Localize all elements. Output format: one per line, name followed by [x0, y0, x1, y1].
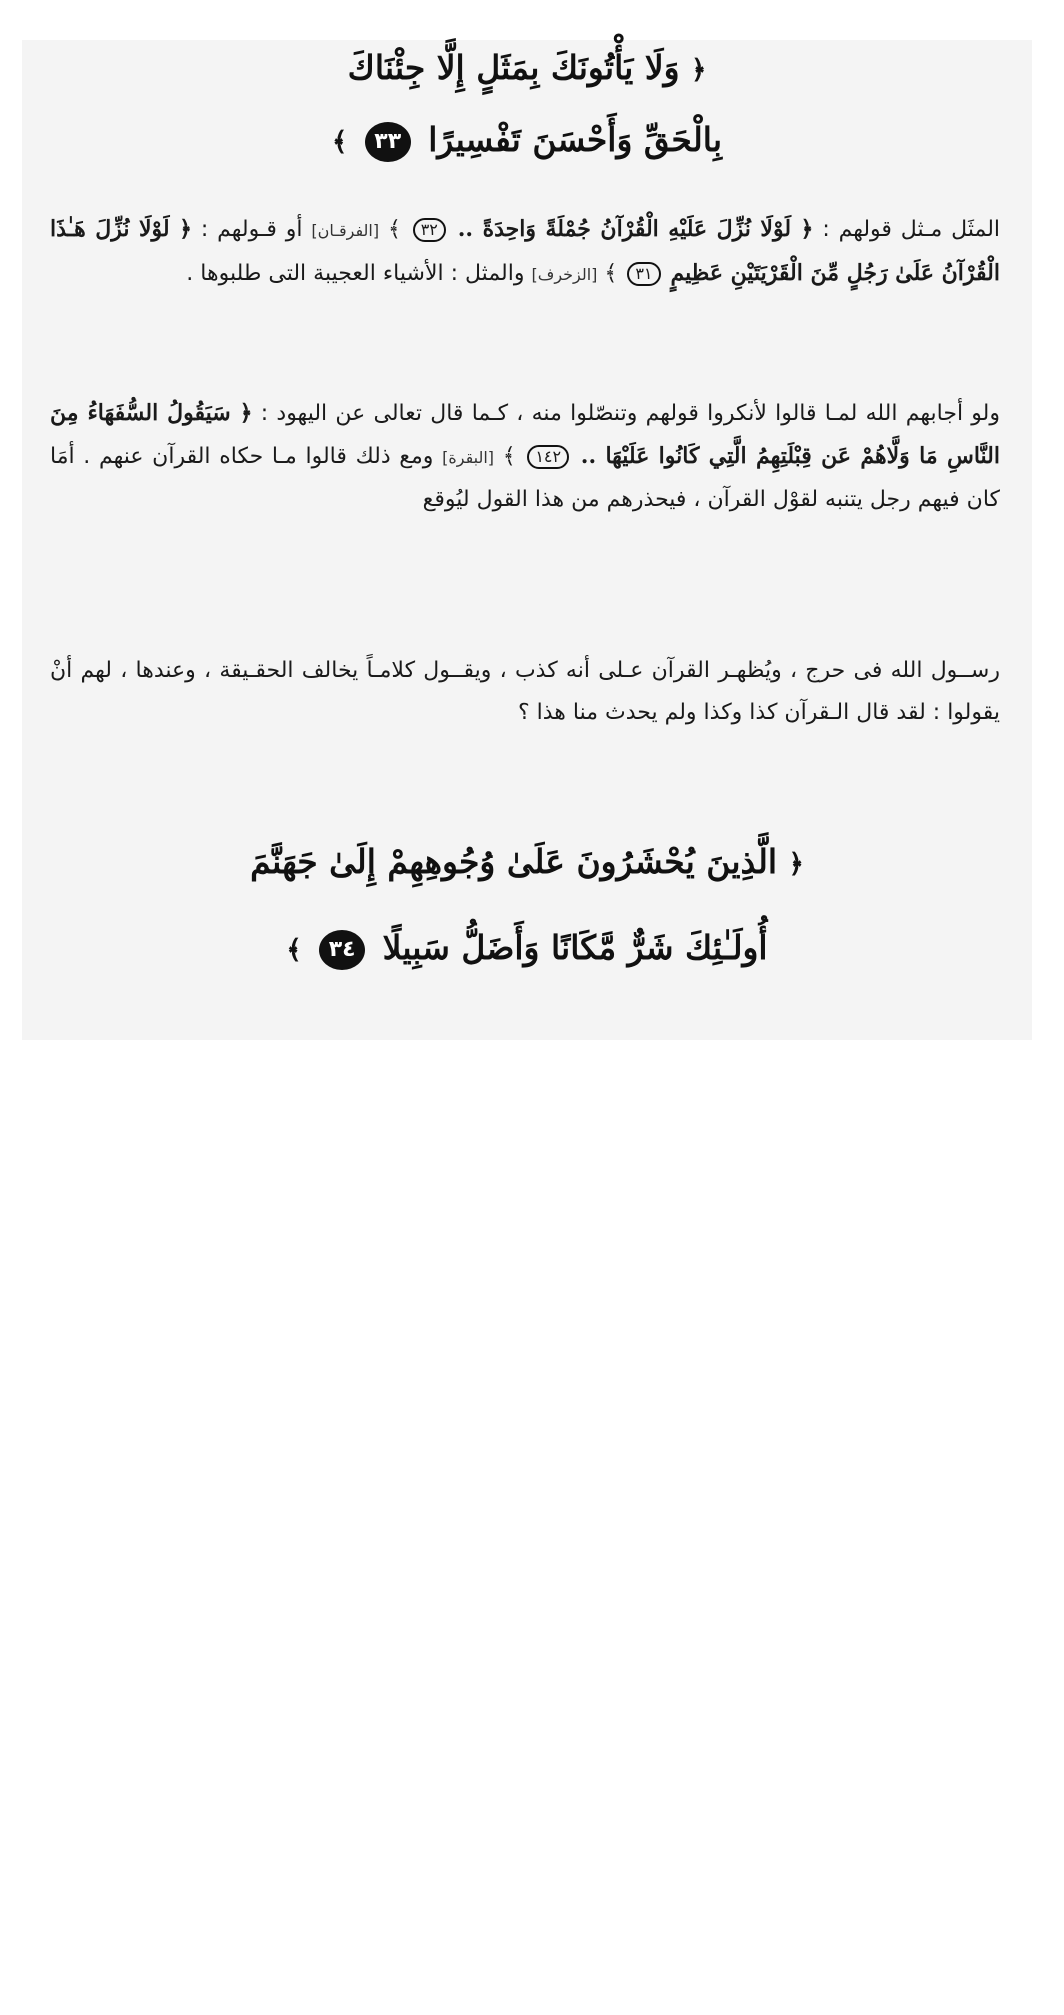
paragraph-2: ولو أجابهم الله لمـا قالوا لأنكروا قولهم وتنصّلوا منه ، كـما قال تعالى عن اليهود : ﴿ سَيَقُولُ السُّفَهَاءُ مِنَ النَّاسِ مَا وَلَّاهُمْ عَن قِبْلَتِهِمُ الَّتِي كَانُوا عَلَيْهَا .. ١٤٢ ﴾ [البقرة] ومع ذلك قالوا مـا حكاه القرآن عنهم . أمَا كان فيهم رجل يتنبه لقوْل القرآن ، فيحذرهم من هذا القول ليُوقع — [50, 400, 1000, 512]
p3-text: رســول الله فى حرج ، ويُظهـر القرآن عـلى أنه كذب ، ويقــول كلامـاً يخالف الحقـيقة ، وعندها ، لهم أنْ يقولوا : لقد قال الـقرآن كذا وكذا ولم يحدث منا هذا ؟ — [50, 658, 1000, 725]
ornament-open: ﴿ — [788, 849, 804, 879]
p1-ayah-num-a: ٣٢ — [413, 218, 446, 242]
verse-33-text-1: وَلَا يَأْتُونَكَ بِمَثَلٍ إِلَّا جِئْنَاكَ — [347, 48, 680, 87]
p1-mid: أو قـولهم : — [200, 217, 303, 242]
verse-34-text-1: الَّذِينَ يُحْشَرُونَ عَلَىٰ وُجُوهِهِمْ إِلَىٰ جَهَنَّمَ — [250, 842, 778, 881]
ornament-close: ﴾ — [331, 127, 348, 157]
verse-34-line-2 — [22, 928, 1032, 970]
p2-tail: ومع ذلك قالوا مـا حكاه القرآن عنهم . أمَا كان فيهم رجل يتنبه لقوْل القرآن ، فيحذرهم من هذا القول ليُوقع — [50, 444, 1000, 512]
p1-intro: المثَل مـثل قولهم : — [822, 217, 1001, 242]
verse-34-line-1 — [22, 842, 1032, 881]
p2-ayah-num: ١٤٢ — [527, 445, 569, 469]
ornament-close: ﴾ — [286, 935, 302, 965]
verse-33-line-1 — [22, 48, 1032, 87]
ayah-number-33: ٣٣ — [365, 122, 411, 162]
p2-ref: [البقرة] — [442, 448, 495, 467]
p1-quote-a: ﴿ لَوْلَا نُزِّلَ عَلَيْهِ الْقُرْآنُ جُمْلَةً وَاحِدَةً .. — [457, 216, 814, 242]
p2-intro: ولو أجابهم الله لمـا قالوا لأنكروا قولهم وتنصّلوا منه ، كـما قال تعالى عن اليهود : — [260, 401, 1000, 426]
verse-34-text-2: أُولَـٰئِكَ شَرٌّ مَّكَانًا وَأَضَلُّ سَبِيلًا — [382, 928, 768, 967]
p1-quote-b: ﴿ لَوْلَا نُزِّلَ هَـٰذَا الْقُرْآنُ عَلَىٰ رَجُلٍ مِّنَ الْقَرْيَتَيْنِ عَظِيمٍ — [50, 216, 1000, 286]
verse-33-text-2: بِالْحَقِّ وَأَحْسَنَ تَفْسِيرًا — [428, 120, 723, 159]
verse-33-line-2 — [22, 120, 1032, 162]
scanned-page — [22, 40, 1032, 1040]
ornament-open: ﴿ — [691, 55, 707, 85]
p1-ayah-num-b: ٣١ — [627, 262, 660, 286]
paragraph-3 — [50, 650, 1000, 734]
p1-ref-a: [الفرقـان] — [311, 221, 380, 240]
p1-ref-b: [الزخرف] — [531, 265, 598, 284]
p1-tail: والمثل : الأشياء العجيبة التى طلبوها . — [186, 261, 525, 286]
paragraph-1: المثَل مـثل قولهم : ﴿ لَوْلَا نُزِّلَ عَلَيْهِ الْقُرْآنُ جُمْلَةً وَاحِدَةً .. ٣٢ ﴾ [الفرقـان] أو قـولهم : ﴿ لَوْلَا نُزِّلَ هَـٰذَا الْقُرْآنُ عَلَىٰ رَجُلٍ مِّنَ الْقَرْيَتَيْنِ عَظِيمٍ ٣١ ﴾ [الزخرف] والمثل : الأشياء العجيبة التى طلبوها . — [50, 216, 1001, 286]
ayah-number-34: ٣٤ — [319, 930, 365, 970]
p2-quote: ﴿ سَيَقُولُ السُّفَهَاءُ مِنَ النَّاسِ مَا وَلَّاهُمْ عَن قِبْلَتِهِمُ الَّتِي كَانُوا عَلَيْهَا .. — [50, 400, 1000, 469]
